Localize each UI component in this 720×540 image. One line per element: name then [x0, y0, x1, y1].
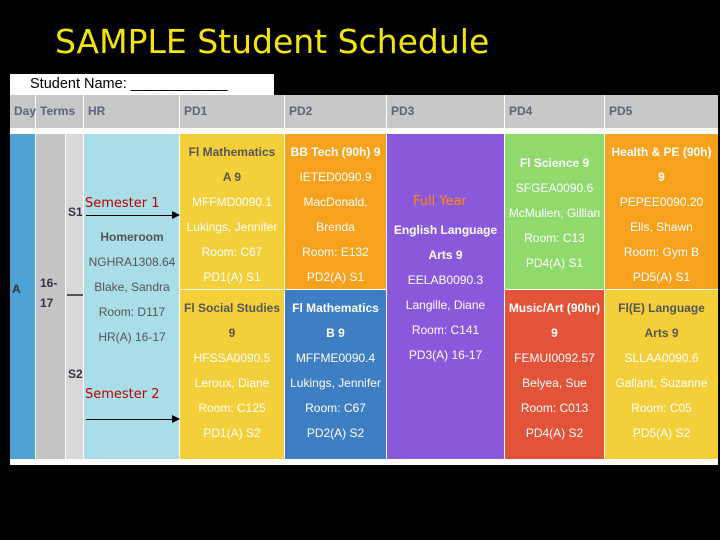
pd5-s1-section: PD5(A) S1 [632, 270, 691, 284]
pd4-s1-room: Room: C13 [524, 231, 585, 245]
pd2-s2-room: Room: C67 [305, 401, 366, 415]
pd1-s2-course: Fl Social Studies [183, 301, 281, 315]
pd2-s2-level: B 9 [326, 326, 345, 340]
day-column [10, 134, 36, 459]
pd5-s1-room: Room: Gym B [623, 245, 700, 259]
pd4-s1-course: Fl Science 9 [519, 156, 590, 170]
pd5-s1-level: 9 [658, 170, 665, 184]
pd2-s2-section: PD2(A) S2 [306, 426, 365, 440]
s1-label: S1 [68, 205, 83, 219]
pd1-s2-teacher: Leroux, Diane [194, 376, 270, 390]
pd4-s2-level: 9 [551, 326, 558, 340]
pd5-s2-level: Arts 9 [644, 326, 679, 340]
pd2-s1-code: IETED0090.9 [299, 170, 372, 184]
header-pd4: PD4 [505, 95, 605, 128]
pd1-s1-section: PD1(A) S1 [203, 270, 261, 284]
pd2-s1-room: Room: E132 [302, 245, 369, 259]
pd1-s1-course: Fl Mathematics [188, 145, 276, 159]
term-line-1: 16- [40, 276, 58, 290]
homeroom-code: NGHRA1308.64 [88, 255, 176, 269]
pd4-s2-room: Room: C013 [520, 401, 589, 415]
pd1-s1-code: MFFMD0090.1 [191, 195, 273, 209]
pd4-s1-teacher: McMullen, Gillian [508, 206, 601, 220]
semester-2-arrow-head [172, 415, 180, 423]
schedule-table [10, 95, 718, 465]
header-terms: Terms [36, 95, 84, 128]
pd2-s2-teacher: Lukings, Jennifer [290, 376, 381, 390]
semester-1-label: Semester 1 [85, 196, 160, 211]
pd5-s1-code: PEPEE0090.20 [619, 195, 704, 209]
s2-label: S2 [68, 367, 83, 381]
semester-2-label: Semester 2 [85, 387, 160, 402]
pd5-s2-course: Fl(E) Language [618, 301, 705, 315]
pd1-s1-teacher: Lukings, Jennifer [186, 220, 278, 234]
term-line-2: 17 [40, 296, 54, 310]
pd2-s1-section: PD2(A) S1 [306, 270, 365, 284]
pd1-s2-room: Room: C125 [198, 401, 266, 415]
pd2-s2-course: Fl Mathematics [292, 301, 379, 315]
pd5-s2-section: PD5(A) S2 [632, 426, 691, 440]
pd2-s1-teacher-first: Brenda [316, 220, 355, 234]
pd4-s1-section: PD4(A) S1 [525, 256, 584, 270]
day-label: A [12, 282, 21, 296]
page-title: SAMPLE Student Schedule [55, 22, 490, 61]
pd5-s2-code: SLLAA0090.6 [624, 351, 699, 365]
pd2-s1-course: BB Tech (90h) 9 [290, 145, 381, 159]
pd5-s1-teacher: Ells, Shawn [630, 220, 693, 234]
homeroom-room: Room: D117 [98, 305, 166, 319]
semester-code-column [66, 134, 84, 459]
full-year-label: Full Year [413, 194, 467, 209]
pd2-s1-teacher-last: MacDonald, [303, 195, 368, 209]
header-pd3: PD3 [387, 95, 505, 128]
pd4-s2-code: FEMUI0092.57 [514, 351, 595, 365]
pd4-s1-code: SFGEA0090.6 [515, 181, 594, 195]
pd4-s2-teacher: Belyea, Sue [522, 376, 587, 390]
pd4-s2-cell [505, 290, 605, 459]
pd5-s1-course: Health & PE (90h) [611, 145, 712, 159]
student-name-label: Student Name: ____________ [10, 74, 274, 95]
pd1-s2-section: PD1(A) S2 [203, 426, 261, 440]
pd1-s2-cell [180, 290, 285, 459]
pd3-full-year-cell [387, 134, 505, 459]
pd5-s1-cell [605, 134, 718, 290]
semester-1-arrow-head [172, 211, 180, 219]
pd3-room: Room: C141 [411, 323, 480, 337]
header-pd5: PD5 [605, 95, 718, 128]
homeroom-title: Homeroom [100, 230, 164, 244]
pd1-s2-code: HFSSA0090.5 [193, 351, 271, 365]
terms-column [36, 134, 66, 459]
pd1-s1-room: Room: C67 [201, 245, 263, 259]
pd2-s2-cell [285, 290, 387, 459]
homeroom-section: HR(A) 16-17 [98, 330, 166, 344]
pd2-s1-cell [285, 134, 387, 290]
header-pd1: PD1 [180, 95, 285, 128]
term-dash [67, 294, 83, 296]
pd1-s1-level: A 9 [222, 170, 242, 184]
pd3-course: English Language [393, 223, 498, 237]
semester-1-arrow [86, 215, 174, 216]
pd5-s2-teacher: Gallant, Suzanne [615, 376, 708, 390]
header-day: Day [10, 95, 36, 128]
homeroom-cell [84, 225, 180, 345]
pd5-s2-cell [605, 290, 718, 459]
header-pd2: PD2 [285, 95, 387, 128]
pd3-code: EELAB0090.3 [407, 273, 484, 287]
pd4-s2-course: Music/Art (90hr) [508, 301, 601, 315]
pd1-s1-cell [180, 134, 285, 290]
pd3-teacher: Langille, Diane [405, 298, 486, 312]
pd3-section: PD3(A) 16-17 [408, 348, 483, 362]
pd5-s2-room: Room: C05 [631, 401, 692, 415]
pd4-s1-cell [505, 134, 605, 290]
pd3-level: Arts 9 [428, 248, 463, 262]
pd4-s2-section: PD4(A) S2 [525, 426, 584, 440]
header-hr: HR [84, 95, 180, 128]
pd2-s2-code: MFFME0090.4 [295, 351, 376, 365]
semester-2-arrow [86, 419, 174, 420]
pd1-s2-level: 9 [228, 326, 236, 340]
homeroom-teacher: Blake, Sandra [94, 280, 170, 294]
